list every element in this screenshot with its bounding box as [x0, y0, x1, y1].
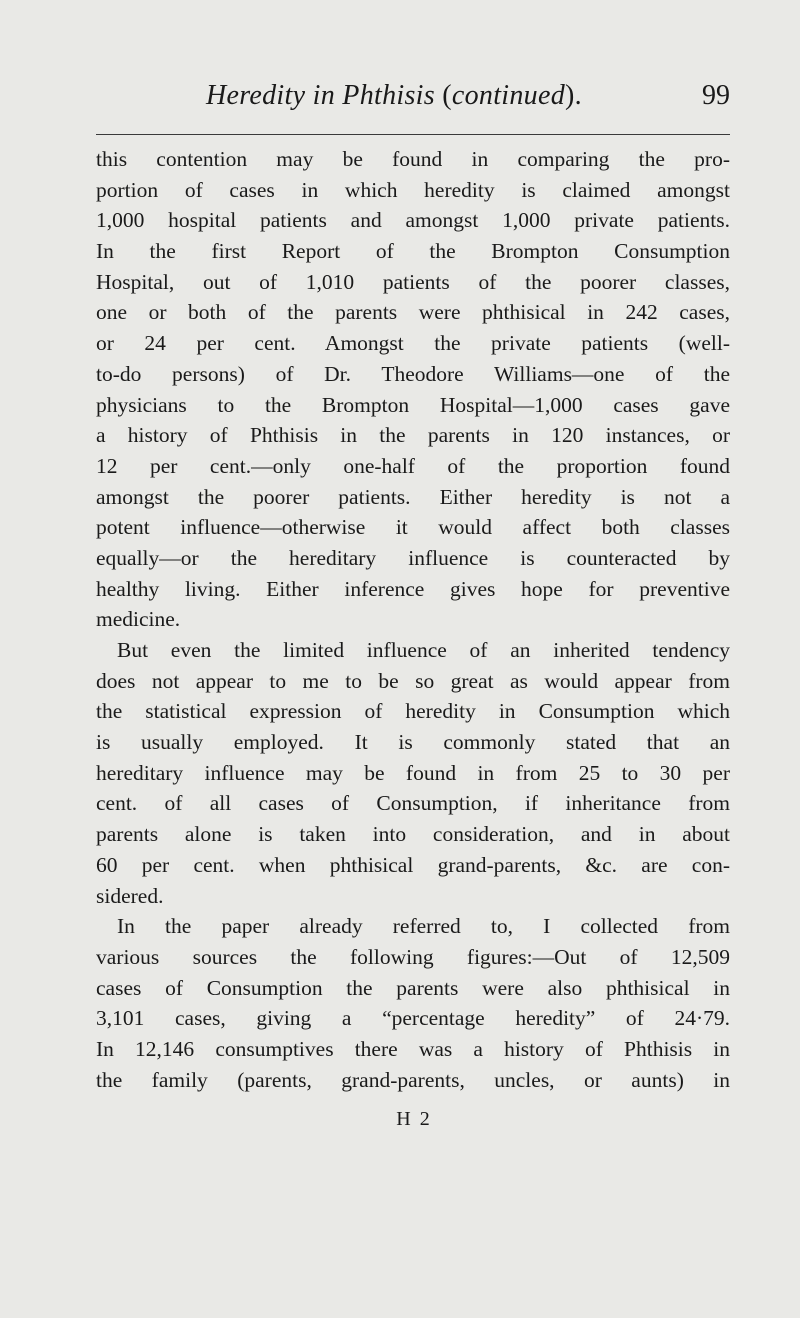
- text-line: is usually employed. It is commonly stated that an: [96, 730, 730, 755]
- text-line: the statistical expression of heredity in Consumption which: [96, 699, 730, 724]
- text-line: In 12,146 consumptives there was a history of Phthisis in: [96, 1036, 730, 1061]
- running-title-main: Heredity in Phthisis: [206, 80, 435, 111]
- text-line: does not appear to me to be so great as would appear from: [96, 668, 730, 693]
- text-line: medicine.: [96, 607, 181, 632]
- text-line: 3,101 cases, giving a “percentage heredity” of 24·79.: [96, 1006, 730, 1031]
- running-head: [96, 80, 736, 120]
- text-line: 60 per cent. when phthisical grand-parents, &c. are con-: [96, 852, 730, 877]
- text-line: the family (parents, grand-parents, uncles, or aunts) in: [96, 1067, 730, 1092]
- text-line: or 24 per cent. Amongst the private patients (well-: [96, 331, 730, 356]
- header-rule: [96, 134, 730, 135]
- running-title-close-paren: ).: [565, 80, 582, 111]
- text-line: this contention may be found in comparing the pro-: [96, 147, 730, 171]
- running-title: [206, 80, 582, 112]
- body-text: [96, 144, 730, 1095]
- text-line: hereditary influence may be found in from 25 to 30 per: [96, 760, 730, 785]
- text-line: physicians to the Brompton Hospital—1,000 cases gave: [96, 392, 730, 417]
- text-line: to-do persons) of Dr. Theodore Williams—one of the: [96, 361, 730, 386]
- page-number: 99: [702, 80, 730, 111]
- text-line: amongst the poorer patients. Either heredity is not a: [96, 484, 730, 509]
- text-line: various sources the following figures:—Out of 12,509: [96, 944, 730, 969]
- text-line: 1,000 hospital patients and amongst 1,000 private patients.: [96, 208, 730, 233]
- text-line: sidered.: [96, 883, 164, 908]
- text-line: In the first Report of the Brompton Consumption: [96, 239, 730, 264]
- text-line: a history of Phthisis in the parents in 120 instances, or: [96, 423, 730, 448]
- text-line: equally—or the hereditary influence is counteracted by: [96, 545, 730, 570]
- text-line: one or both of the parents were phthisical in 242 cases,: [96, 300, 730, 325]
- running-title-open-paren: (: [434, 80, 452, 111]
- text-line: healthy living. Either inference gives hope for preventive: [96, 576, 730, 601]
- text-line: But even the limited influence of an inherited tendency: [117, 638, 730, 662]
- running-title-continued: continued: [451, 80, 565, 111]
- text-line: portion of cases in which heredity is claimed amongst: [96, 177, 730, 202]
- text-line: cent. of all cases of Consumption, if inheritance from: [96, 791, 730, 816]
- text-line: cases of Consumption the parents were also phthisical in: [96, 975, 730, 1000]
- text-line: 12 per cent.—only one-half of the proportion found: [96, 453, 730, 478]
- text-line: Hospital, out of 1,010 patients of the poorer classes,: [96, 269, 730, 294]
- text-line: potent influence—otherwise it would affect both classes: [96, 515, 730, 540]
- text-line: In the paper already referred to, I collected from: [117, 914, 730, 939]
- text-line: parents alone is taken into consideration, and in about: [96, 822, 730, 847]
- signature-mark: H 2: [396, 1108, 432, 1130]
